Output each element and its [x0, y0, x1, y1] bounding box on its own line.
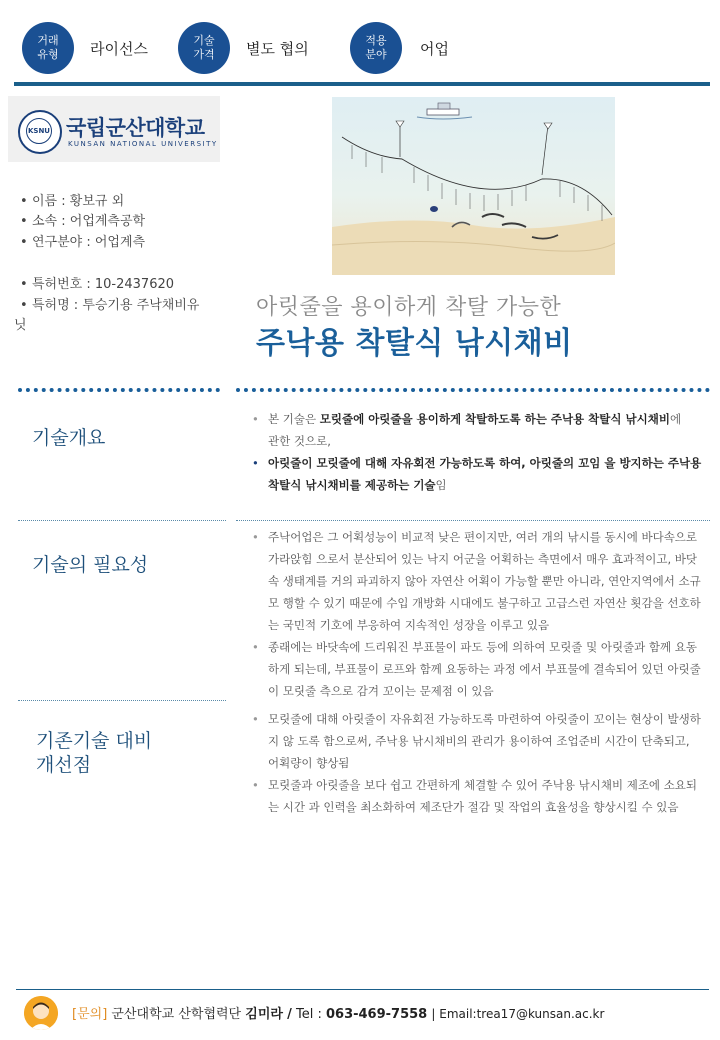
section-title-necessity: 기술의 필요성 [32, 554, 149, 576]
improvement-title-line1: 기존기술 대비 [36, 730, 153, 752]
researcher-name: • 이름 : 황보규 외 [20, 194, 125, 209]
footer-divider [16, 989, 709, 990]
price-value: 별도 협의 [246, 40, 309, 58]
deal-type-badge [22, 22, 74, 74]
university-logo [8, 96, 220, 162]
researcher-dept: • 소속 : 어업계측공학 [20, 214, 146, 229]
list-item: • 종래에는 바닷속에 드리워진 부표물이 파도 등에 의하여 모릿줄 및 아릿줄과 함께 요동하게 되는데, 부표물이 로프와 함께 요동하는 과정 에서 부표물에 결속되어 있던 아릿줄이 모릿줄 측으로 감겨 꼬이는 문제점 이 있음 [252, 640, 701, 698]
price-badge [178, 22, 230, 74]
field-value: 어업 [420, 40, 449, 58]
university-seal-icon [18, 110, 62, 154]
overview-bullets [252, 408, 702, 496]
price-label-1: 기술 [193, 34, 215, 47]
price-label-2: 가격 [193, 48, 215, 61]
deal-type-label-1: 거래 [37, 34, 59, 47]
contact-person: 김미라 [245, 1007, 283, 1022]
list-item: • 주낙어업은 그 어획성능이 비교적 낮은 편이지만, 여러 개의 낚시를 동시에 바다속으로 가라앉힘 으로서 분산되어 있는 낙지 어군을 어획하는 측면에서 매우 효과적이고, 바닷속 생태계를 거의 파괴하지 않아 자연산 어획이 가능할 뿐만 아니라, 연안지역에서 소규모 행할 수 있기 때문에 수입 개방화 시대에도 불구하고 고급스런 자연산 횟감을 선호하는 국민적 기호에 부응하여 지속적인 성장을 이루고 있음 [252, 530, 701, 632]
field-badge [350, 22, 402, 74]
seal-text: KSNU [26, 118, 52, 144]
section-divider [18, 700, 226, 701]
improvement-title-line2: 개선점 [36, 754, 92, 776]
inquiry-label: [문의] [72, 1007, 108, 1022]
contact-slash: / [287, 1007, 292, 1022]
section-title-improvement [36, 729, 152, 777]
deal-type-value: 라이선스 [90, 40, 148, 58]
contact-avatar-icon [24, 996, 58, 1030]
deal-type-label-2: 유형 [37, 48, 59, 61]
contact-tel[interactable]: 063-469-7558 [325, 1007, 428, 1022]
title-main: 주낙용 착탈식 낚시채비 [256, 326, 573, 361]
research-field: • 연구분야 : 어업계측 [20, 235, 146, 250]
field-label-1: 적용 [365, 34, 387, 47]
improvement-bullets [252, 708, 702, 818]
necessity-bullets [252, 526, 702, 702]
university-name-en: KUNSAN NATIONAL UNIVERSITY [68, 140, 218, 148]
list-item: • 본 기술은 모릿줄에 아릿줄을 용이하게 착탈하도록 하는 주낙용 착탈식 낚시채비에 관한 것으로, [252, 412, 682, 448]
header-divider [14, 82, 710, 86]
list-item: • 아릿줄이 모릿줄에 대해 자유회전 가능하도록 하여, 아릿줄의 꼬임 을 방지하는 주낙용 착탈식 낚시채비를 제공하는 기술임 [252, 456, 702, 492]
patent-name-cont: 닛 [14, 318, 27, 333]
section-title-overview: 기술개요 [32, 427, 106, 449]
contact-org: 군산대학교 산학협력단 [111, 1007, 242, 1022]
section-divider [236, 520, 710, 521]
field-label-2: 분야 [365, 48, 387, 61]
section-divider [18, 520, 226, 521]
longline-fishing-illustration [332, 97, 615, 275]
patent-name: • 특허명 : 투승기용 주낙채비유 [20, 298, 200, 313]
contact-email[interactable]: | Email:trea17@kunsan.ac.kr [431, 1007, 605, 1021]
patent-number: • 특허번호 : 10-2437620 [20, 277, 175, 292]
list-item: • 모릿줄에 대해 아릿줄이 자유회전 가능하도록 마련하여 아릿줄이 꼬이는 현상이 발생하지 않 도록 함으로써, 주낙용 낚시채비의 관리가 용이하여 조업준비 시간이 단축되고, 어획량이 향상됨 [252, 712, 701, 770]
right-dotted-divider [236, 388, 710, 392]
title-subtitle: 아릿줄을 용이하게 착탈 가능한 [256, 295, 562, 320]
tel-label: Tel : [295, 1007, 322, 1022]
contact-info [72, 1003, 604, 1022]
university-name-kr: 국립군산대학교 [66, 116, 205, 140]
left-dotted-divider [18, 388, 220, 392]
list-item: • 모릿줄과 아릿줄을 보다 쉽고 간편하게 체결할 수 있어 주낙용 낚시채비 제조에 소요되는 시간 과 인력을 최소화하여 제조단가 절감 및 작업의 효율성을 향상시킬 수 있음 [252, 778, 698, 814]
